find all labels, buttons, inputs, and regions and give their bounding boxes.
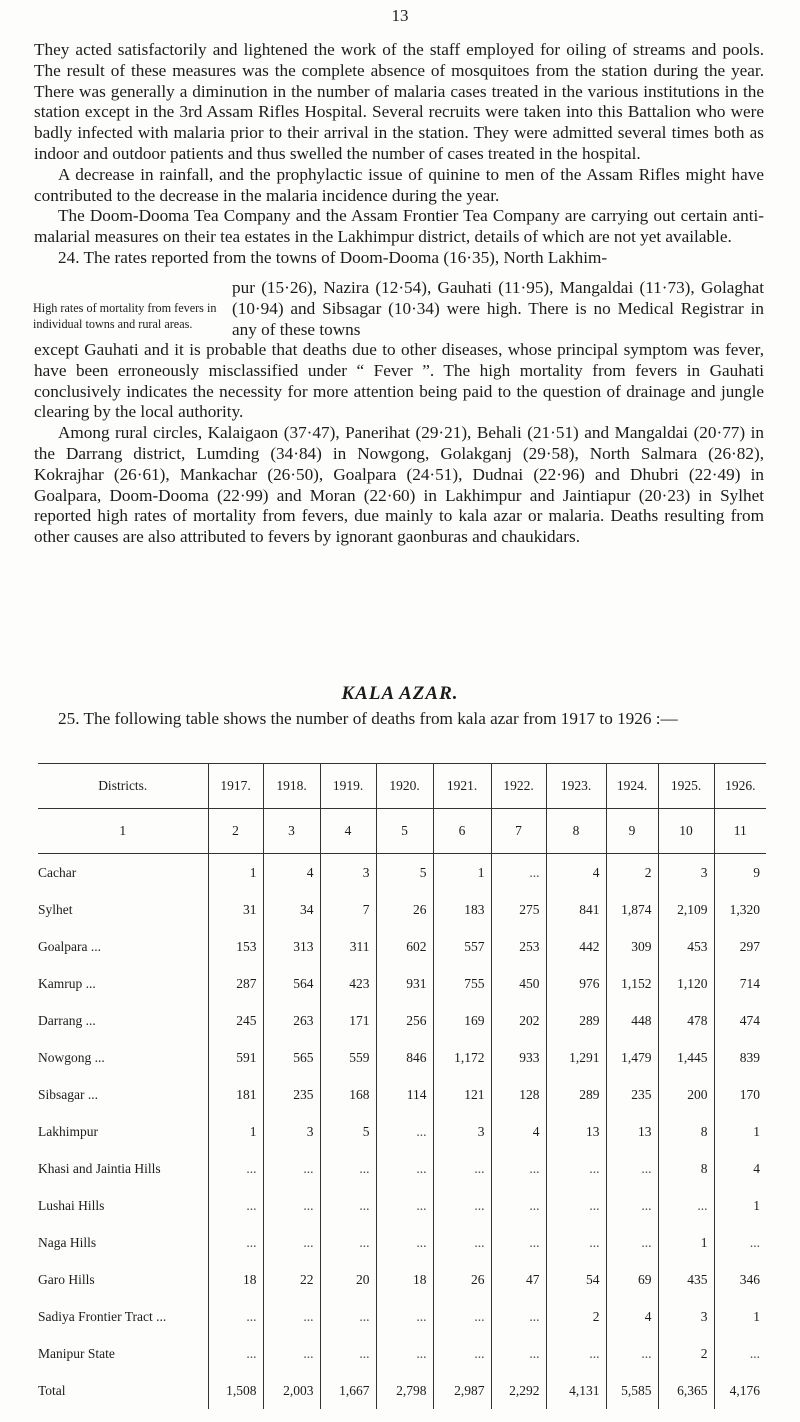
table-header-row bbox=[38, 764, 766, 809]
deaths-cell: ... bbox=[606, 1335, 658, 1372]
deaths-cell: 846 bbox=[376, 1039, 433, 1076]
deaths-cell: 4 bbox=[491, 1113, 546, 1150]
deaths-cell: 20 bbox=[320, 1261, 376, 1298]
deaths-cell: 931 bbox=[376, 965, 433, 1002]
deaths-cell: 7 bbox=[320, 891, 376, 928]
body-text-top bbox=[34, 40, 764, 269]
table-row bbox=[38, 1002, 766, 1039]
paragraph-rainfall-quinine: A decrease in rainfall, and the prophylactic issue of quinine to men of the Assam Rifles might have contributed to the decrease in the malaria incidence during the year. bbox=[34, 164, 764, 205]
deaths-cell: ... bbox=[376, 1187, 433, 1224]
deaths-cell: ... bbox=[376, 1113, 433, 1150]
deaths-cell: 453 bbox=[658, 928, 714, 965]
deaths-cell: ... bbox=[491, 1187, 546, 1224]
deaths-cell: ... bbox=[320, 1150, 376, 1187]
deaths-cell: 602 bbox=[376, 928, 433, 965]
column-header: 1920. bbox=[376, 764, 433, 809]
deaths-cell: 976 bbox=[546, 965, 606, 1002]
deaths-cell: 1,667 bbox=[320, 1372, 376, 1409]
column-number: 11 bbox=[714, 809, 766, 854]
deaths-cell: 202 bbox=[491, 1002, 546, 1039]
deaths-cell: 200 bbox=[658, 1076, 714, 1113]
deaths-cell: ... bbox=[606, 1150, 658, 1187]
deaths-cell: 4 bbox=[546, 854, 606, 892]
deaths-cell: ... bbox=[491, 1298, 546, 1335]
column-number: 10 bbox=[658, 809, 714, 854]
deaths-cell: ... bbox=[546, 1335, 606, 1372]
column-number: 3 bbox=[263, 809, 320, 854]
deaths-cell: ... bbox=[376, 1150, 433, 1187]
column-header: 1917. bbox=[208, 764, 263, 809]
deaths-cell: ... bbox=[320, 1187, 376, 1224]
deaths-cell: ... bbox=[749, 1234, 760, 1250]
deaths-cell: ... bbox=[546, 1150, 606, 1187]
table-row bbox=[38, 1150, 766, 1187]
column-header: 1919. bbox=[320, 764, 376, 809]
deaths-cell: 1,320 bbox=[729, 901, 760, 917]
deaths-cell: 1,874 bbox=[606, 891, 658, 928]
deaths-cell: 13 bbox=[606, 1113, 658, 1150]
deaths-cell: ... bbox=[208, 1335, 263, 1372]
paragraph-rural-circles: Among rural circles, Kalaigaon (37·47), Panerihat (29·21), Behali (21·51) and Mangaldai (20·77) in the Darrang district, Lumding (34·84) in Nowgong, Golakganj (29·58), North Salmara (26·82), Kokrajhar (26·61), Mankachar (26·50), Goalpara (24·51), Dudnai (22·96) and Dhubri (22·49) in Goalpara, Doom-Dooma (22·99) and Moran (22·60) in Lakhimpur and Jaintiapur (20·23) in Sylhet reported high rates of mortality from fevers, due mainly to kala azar or malaria. Deaths resulting from other causes are also attributed to fevers by ignorant gaonburas and chaukidars. bbox=[34, 423, 764, 547]
column-number: 2 bbox=[208, 809, 263, 854]
deaths-cell: 442 bbox=[546, 928, 606, 965]
table-row bbox=[38, 1372, 766, 1409]
deaths-cell: ... bbox=[263, 1187, 320, 1224]
deaths-cell: 2,003 bbox=[263, 1372, 320, 1409]
deaths-cell: 313 bbox=[263, 928, 320, 965]
deaths-cell: ... bbox=[208, 1224, 263, 1261]
deaths-cell: 181 bbox=[208, 1076, 263, 1113]
deaths-cell: ... bbox=[546, 1224, 606, 1261]
deaths-cell: 235 bbox=[263, 1076, 320, 1113]
deaths-cell: 1,120 bbox=[658, 965, 714, 1002]
deaths-cell: 289 bbox=[546, 1002, 606, 1039]
column-header: 1926. bbox=[714, 764, 766, 809]
deaths-cell: ... bbox=[376, 1298, 433, 1335]
column-number: 1 bbox=[38, 809, 208, 854]
deaths-cell: 474 bbox=[739, 1012, 760, 1028]
deaths-cell: 5 bbox=[376, 854, 433, 892]
deaths-cell: 5,585 bbox=[606, 1372, 658, 1409]
deaths-cell: ... bbox=[208, 1187, 263, 1224]
district-cell: Khasi and Jaintia Hills bbox=[38, 1150, 208, 1187]
deaths-cell: ... bbox=[376, 1335, 433, 1372]
deaths-cell: 3 bbox=[263, 1113, 320, 1150]
deaths-cell: 3 bbox=[320, 854, 376, 892]
deaths-cell: 31 bbox=[208, 891, 263, 928]
table-row bbox=[38, 1113, 766, 1150]
column-number: 9 bbox=[606, 809, 658, 854]
deaths-cell: 1 bbox=[753, 1197, 760, 1213]
district-cell: Sadiya Frontier Tract ... bbox=[38, 1298, 208, 1335]
deaths-cell: 564 bbox=[263, 965, 320, 1002]
deaths-cell: 559 bbox=[320, 1039, 376, 1076]
deaths-cell: 4 bbox=[606, 1298, 658, 1335]
deaths-cell: 4 bbox=[263, 854, 320, 892]
table-row bbox=[38, 928, 766, 965]
deaths-cell: ... bbox=[606, 1224, 658, 1261]
body-text-middle bbox=[34, 340, 764, 548]
deaths-cell: 1,291 bbox=[546, 1039, 606, 1076]
deaths-cell: ... bbox=[433, 1298, 491, 1335]
deaths-cell: ... bbox=[263, 1335, 320, 1372]
deaths-cell: 69 bbox=[606, 1261, 658, 1298]
deaths-cell: 565 bbox=[263, 1039, 320, 1076]
deaths-cell: 235 bbox=[606, 1076, 658, 1113]
deaths-cell: 121 bbox=[433, 1076, 491, 1113]
deaths-cell: 263 bbox=[263, 1002, 320, 1039]
column-header: 1921. bbox=[433, 764, 491, 809]
deaths-cell: 4 bbox=[753, 1160, 760, 1176]
district-cell: Lakhimpur bbox=[38, 1113, 208, 1150]
deaths-cell: 3 bbox=[658, 1298, 714, 1335]
deaths-cell: ... bbox=[491, 1335, 546, 1372]
deaths-cell: 169 bbox=[433, 1002, 491, 1039]
deaths-cell: 47 bbox=[491, 1261, 546, 1298]
deaths-cell: 1,479 bbox=[606, 1039, 658, 1076]
deaths-cell: 591 bbox=[208, 1039, 263, 1076]
district-cell: Cachar bbox=[38, 854, 208, 892]
table-column-number-row bbox=[38, 809, 766, 854]
district-cell: Sibsagar ... bbox=[38, 1076, 208, 1113]
column-header: 1924. bbox=[606, 764, 658, 809]
deaths-cell: 2,798 bbox=[376, 1372, 433, 1409]
paragraph-town-rates-side: pur (15·26), Nazira (12·54), Gauhati (11·95), Mangaldai (11·73), Golaghat (10·94) and Sibsagar (10·34) were high. There is no Medical Registrar in any of these towns bbox=[232, 278, 764, 339]
table-row bbox=[38, 1187, 766, 1224]
paragraph-table-intro bbox=[34, 709, 764, 730]
deaths-cell: 2,109 bbox=[658, 891, 714, 928]
table-body bbox=[38, 854, 766, 1410]
deaths-cell: ... bbox=[433, 1150, 491, 1187]
paragraph-anti-malarial-results: They acted satisfactorily and lightened the work of the staff employed for oiling of streams and pools. The result of these measures was the complete absence of mosquitoes from the station during the year. There was generally a diminution in the number of malaria cases treated in the various institutions in the station except in the 3rd Assam Rifles Hospital. Several recruits were taken into this Battalion who were badly infected with malaria prior to their arrival in the station. They were admitted several times both as indoor and outdoor patients and thus swelled the number of cases treated in the hospital. bbox=[34, 40, 764, 163]
deaths-cell: 26 bbox=[376, 891, 433, 928]
deaths-cell: ... bbox=[546, 1187, 606, 1224]
column-number: 5 bbox=[376, 809, 433, 854]
deaths-cell: 423 bbox=[320, 965, 376, 1002]
deaths-cell: 1 bbox=[753, 1123, 760, 1139]
deaths-cell: 714 bbox=[739, 975, 760, 991]
column-number: 4 bbox=[320, 809, 376, 854]
kala-azar-deaths-table bbox=[38, 763, 766, 1409]
deaths-cell: 2 bbox=[606, 854, 658, 892]
deaths-cell: ... bbox=[263, 1224, 320, 1261]
deaths-cell: 1 bbox=[208, 1113, 263, 1150]
district-cell: Total bbox=[38, 1372, 208, 1409]
deaths-cell: 1 bbox=[208, 854, 263, 892]
deaths-cell: 18 bbox=[208, 1261, 263, 1298]
deaths-cell: 4,176 bbox=[729, 1382, 760, 1398]
deaths-cell: ... bbox=[433, 1335, 491, 1372]
page-number: 13 bbox=[391, 6, 409, 25]
deaths-cell: 128 bbox=[491, 1076, 546, 1113]
deaths-cell: ... bbox=[658, 1187, 714, 1224]
deaths-cell: 478 bbox=[658, 1002, 714, 1039]
deaths-cell: ... bbox=[749, 1345, 760, 1361]
deaths-cell: 34 bbox=[263, 891, 320, 928]
deaths-cell: 755 bbox=[433, 965, 491, 1002]
column-header: Districts. bbox=[38, 764, 208, 809]
deaths-cell: ... bbox=[491, 854, 546, 892]
district-cell: Lushai Hills bbox=[38, 1187, 208, 1224]
deaths-cell: 1,172 bbox=[433, 1039, 491, 1076]
deaths-cell: ... bbox=[208, 1150, 263, 1187]
deaths-cell: 3 bbox=[658, 854, 714, 892]
deaths-cell: 933 bbox=[491, 1039, 546, 1076]
table-row bbox=[38, 965, 766, 1002]
table-row bbox=[38, 1224, 766, 1261]
district-cell: Naga Hills bbox=[38, 1224, 208, 1261]
deaths-cell: 5 bbox=[320, 1113, 376, 1150]
deaths-cell: 557 bbox=[433, 928, 491, 965]
deaths-cell: 114 bbox=[376, 1076, 433, 1113]
deaths-cell: 1 bbox=[753, 1308, 760, 1324]
column-header: 1925. bbox=[658, 764, 714, 809]
deaths-cell: ... bbox=[491, 1224, 546, 1261]
deaths-cell: 1 bbox=[658, 1224, 714, 1261]
deaths-cell: 2 bbox=[658, 1335, 714, 1372]
deaths-cell: 2 bbox=[546, 1298, 606, 1335]
deaths-cell: ... bbox=[263, 1298, 320, 1335]
margin-note-high-mortality: High rates of mortality from fevers in individual towns and rural areas. bbox=[33, 301, 217, 331]
deaths-cell: ... bbox=[433, 1187, 491, 1224]
table-row bbox=[38, 1076, 766, 1113]
deaths-cell: 6,365 bbox=[658, 1372, 714, 1409]
deaths-cell: 297 bbox=[739, 938, 760, 954]
deaths-cell: 289 bbox=[546, 1076, 606, 1113]
deaths-cell: ... bbox=[376, 1224, 433, 1261]
column-header: 1923. bbox=[546, 764, 606, 809]
column-number: 6 bbox=[433, 809, 491, 854]
deaths-cell: 1,508 bbox=[208, 1372, 263, 1409]
table-row bbox=[38, 1335, 766, 1372]
paragraph-town-rates-continued: except Gauhati and it is probable that deaths due to other diseases, whose principal symptom was fever, have been erroneously misclassified under “ Fever ”. The high mortality from fevers in Gauhati conclusively indicates the necessity for more attention being paid to the question of drainage and jungle clearing by the local authority. bbox=[34, 340, 764, 422]
deaths-cell: ... bbox=[606, 1187, 658, 1224]
deaths-cell: ... bbox=[320, 1224, 376, 1261]
deaths-cell: 309 bbox=[606, 928, 658, 965]
deaths-cell: 435 bbox=[658, 1261, 714, 1298]
paragraph-tea-companies: The Doom-Dooma Tea Company and the Assam Frontier Tea Company are carrying out certain anti-malarial measures on their tea estates in the Lakhimpur district, details of which are not yet available. bbox=[34, 206, 764, 247]
deaths-cell: 253 bbox=[491, 928, 546, 965]
paragraph-town-rates-intro: 24. The rates reported from the towns of Doom-Dooma (16·35), North Lakhim- bbox=[58, 247, 608, 267]
paragraph-table-intro-text: 25. The following table shows the number of deaths from kala azar from 1917 to 1926 :— bbox=[58, 709, 678, 728]
deaths-cell: ... bbox=[491, 1150, 546, 1187]
deaths-cell: 311 bbox=[320, 928, 376, 965]
district-cell: Kamrup ... bbox=[38, 965, 208, 1002]
deaths-cell: 4,131 bbox=[546, 1372, 606, 1409]
deaths-cell: 275 bbox=[491, 891, 546, 928]
deaths-cell: 1 bbox=[433, 854, 491, 892]
table-row bbox=[38, 1039, 766, 1076]
deaths-cell: 841 bbox=[546, 891, 606, 928]
deaths-cell: 26 bbox=[433, 1261, 491, 1298]
deaths-cell: 18 bbox=[376, 1261, 433, 1298]
deaths-cell: ... bbox=[433, 1224, 491, 1261]
column-number: 7 bbox=[491, 809, 546, 854]
deaths-cell: 153 bbox=[208, 928, 263, 965]
table-row bbox=[38, 1261, 766, 1298]
deaths-cell: ... bbox=[320, 1335, 376, 1372]
deaths-cell: 171 bbox=[320, 1002, 376, 1039]
deaths-cell: 8 bbox=[658, 1150, 714, 1187]
deaths-cell: 2,987 bbox=[433, 1372, 491, 1409]
deaths-cell: 450 bbox=[491, 965, 546, 1002]
column-header: 1918. bbox=[263, 764, 320, 809]
deaths-cell: 1,445 bbox=[658, 1039, 714, 1076]
deaths-cell: 54 bbox=[546, 1261, 606, 1298]
deaths-cell: 170 bbox=[739, 1086, 760, 1102]
section-heading-kala-azar: KALA AZAR. bbox=[341, 683, 459, 704]
deaths-cell: 3 bbox=[433, 1113, 491, 1150]
deaths-cell: ... bbox=[320, 1298, 376, 1335]
deaths-cell: ... bbox=[263, 1150, 320, 1187]
deaths-cell: 8 bbox=[658, 1113, 714, 1150]
district-cell: Darrang ... bbox=[38, 1002, 208, 1039]
deaths-cell: 9 bbox=[753, 864, 760, 880]
column-number: 8 bbox=[546, 809, 606, 854]
table-row bbox=[38, 854, 766, 892]
deaths-cell: 346 bbox=[739, 1271, 760, 1287]
district-cell: Goalpara ... bbox=[38, 928, 208, 965]
deaths-cell: 287 bbox=[208, 965, 263, 1002]
deaths-cell: 245 bbox=[208, 1002, 263, 1039]
district-cell: Nowgong ... bbox=[38, 1039, 208, 1076]
table-row bbox=[38, 1298, 766, 1335]
deaths-cell: 1,152 bbox=[606, 965, 658, 1002]
deaths-cell: 183 bbox=[433, 891, 491, 928]
deaths-cell: 168 bbox=[320, 1076, 376, 1113]
deaths-cell: 13 bbox=[546, 1113, 606, 1150]
deaths-cell: 839 bbox=[739, 1049, 760, 1065]
district-cell: Manipur State bbox=[38, 1335, 208, 1372]
district-cell: Garo Hills bbox=[38, 1261, 208, 1298]
deaths-cell: 256 bbox=[376, 1002, 433, 1039]
table-row bbox=[38, 891, 766, 928]
deaths-cell: ... bbox=[208, 1298, 263, 1335]
district-cell: Sylhet bbox=[38, 891, 208, 928]
column-header: 1922. bbox=[491, 764, 546, 809]
deaths-cell: 448 bbox=[606, 1002, 658, 1039]
deaths-cell: 2,292 bbox=[491, 1372, 546, 1409]
deaths-cell: 22 bbox=[263, 1261, 320, 1298]
